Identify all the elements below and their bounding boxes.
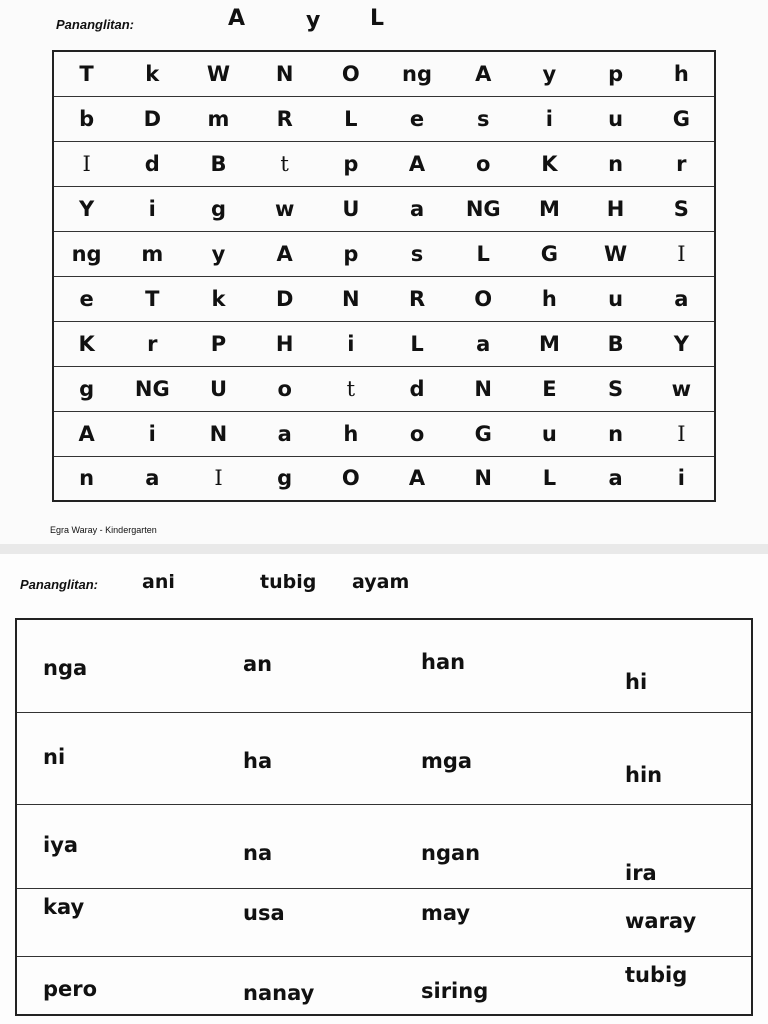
grid-letter: N — [275, 61, 294, 86]
word-item: ira — [625, 861, 657, 885]
grid-letter: E — [516, 366, 582, 411]
grid-letter: B — [583, 321, 649, 366]
grid-letter: o — [384, 411, 450, 456]
word-item: ha — [243, 749, 273, 773]
grid-row — [53, 411, 715, 456]
word-item: na — [243, 841, 273, 865]
grid-letter: b — [53, 96, 119, 141]
grid-letter: I — [649, 231, 715, 276]
grid-letter: W — [583, 231, 649, 276]
grid-letter: S — [583, 366, 649, 411]
grid-letter: N — [450, 456, 516, 501]
grid-letter: M — [516, 321, 582, 366]
grid-letter: G — [450, 411, 516, 456]
grid-letter: a — [384, 186, 450, 231]
grid-letter: T — [119, 276, 185, 321]
grid-letter: o — [252, 366, 318, 411]
grid-letter: O — [318, 456, 384, 501]
word-item: may — [421, 901, 471, 925]
grid-letter: g — [53, 366, 119, 411]
grid-row — [53, 321, 715, 366]
grid-letter: m — [185, 96, 251, 141]
word-item: iya — [43, 833, 79, 857]
page-gap — [0, 544, 768, 554]
word-item: hin — [625, 763, 663, 787]
grid-letter: d — [119, 141, 185, 186]
grid-letter: O — [341, 61, 360, 86]
grid-letter: T — [79, 61, 94, 86]
grid-letter: B — [185, 141, 251, 186]
grid-letter: N — [450, 366, 516, 411]
word-item: an — [243, 652, 273, 676]
grid-letter: u — [583, 276, 649, 321]
grid-letter: n — [583, 411, 649, 456]
grid-letter: a — [649, 276, 715, 321]
grid-letter: NG — [119, 366, 185, 411]
grid-letter: H — [583, 186, 649, 231]
word-item: nga — [43, 656, 88, 680]
grid-letter: K — [516, 141, 582, 186]
grid-row — [53, 96, 715, 141]
grid-letter: a — [450, 321, 516, 366]
example-word: ani — [142, 571, 175, 593]
grid-letter: i — [516, 96, 582, 141]
grid-letter: d — [384, 366, 450, 411]
word-item: pero — [43, 977, 98, 1001]
grid-letter: Y — [649, 321, 715, 366]
letter-example-label: Pananglitan: — [56, 17, 135, 32]
grid-letter: h — [516, 276, 582, 321]
grid-letter: t — [318, 366, 384, 411]
grid-letter: p — [608, 61, 624, 86]
grid-letter: D — [252, 276, 318, 321]
grid-letter: g — [252, 456, 318, 501]
grid-letter: h — [673, 61, 689, 86]
grid-letter: o — [450, 141, 516, 186]
word-item: han — [421, 650, 466, 674]
grid-letter: i — [119, 186, 185, 231]
grid-letter: A — [475, 61, 492, 86]
worksheet-footer: Egra Waray - Kindergarten — [50, 525, 157, 535]
grid-letter: k — [145, 61, 160, 86]
grid-letter: r — [649, 141, 715, 186]
word-item: kay — [43, 895, 85, 919]
grid-letter: e — [53, 276, 119, 321]
grid-letter: i — [649, 456, 715, 501]
word-item: nanay — [243, 981, 315, 1005]
grid-row — [53, 141, 715, 186]
grid-letter: y — [542, 61, 557, 86]
grid-letter: O — [450, 276, 516, 321]
grid-letter: G — [516, 231, 582, 276]
word-row — [17, 620, 751, 712]
grid-letter: t — [252, 141, 318, 186]
grid-letter: i — [119, 411, 185, 456]
word-item: waray — [625, 909, 697, 933]
grid-letter: n — [53, 456, 119, 501]
grid-letter: k — [185, 276, 251, 321]
grid-letter: n — [583, 141, 649, 186]
grid-letter: L — [318, 96, 384, 141]
grid-letter: w — [649, 366, 715, 411]
grid-row — [53, 276, 715, 321]
grid-letter: Y — [53, 186, 119, 231]
grid-letter: D — [119, 96, 185, 141]
word-item: siring — [421, 979, 489, 1003]
word-item: ni — [43, 745, 66, 769]
grid-letter: a — [119, 456, 185, 501]
grid-letter: m — [119, 231, 185, 276]
word-example-label: Pananglitan: — [20, 577, 99, 592]
grid-letter: A — [53, 411, 119, 456]
grid-letter: A — [252, 231, 318, 276]
grid-letter: I — [53, 141, 119, 186]
grid-letter: K — [53, 321, 119, 366]
grid-letter: L — [450, 231, 516, 276]
grid-letter: w — [252, 186, 318, 231]
grid-letter: G — [649, 96, 715, 141]
grid-row — [53, 51, 715, 96]
grid-letter: s — [450, 96, 516, 141]
grid-letter: P — [185, 321, 251, 366]
grid-letter: H — [252, 321, 318, 366]
grid-row — [53, 456, 715, 501]
grid-letter: M — [516, 186, 582, 231]
word-table — [15, 618, 753, 1016]
grid-letter: ng — [53, 231, 119, 276]
grid-letter: NG — [450, 186, 516, 231]
grid-letter: N — [318, 276, 384, 321]
example-letter: y — [306, 8, 321, 33]
grid-letter: i — [318, 321, 384, 366]
grid-letter: A — [384, 456, 450, 501]
grid-letter: W — [206, 61, 231, 86]
example-letter: L — [370, 6, 385, 31]
example-word: tubig — [260, 571, 317, 593]
grid-row — [53, 366, 715, 411]
grid-row — [53, 231, 715, 276]
grid-letter: N — [185, 411, 251, 456]
grid-letter: h — [318, 411, 384, 456]
grid-letter: L — [516, 456, 582, 501]
grid-letter: ng — [402, 61, 433, 86]
grid-letter: I — [185, 456, 251, 501]
grid-letter: I — [649, 411, 715, 456]
grid-letter: R — [384, 276, 450, 321]
grid-letter: r — [119, 321, 185, 366]
grid-letter: L — [384, 321, 450, 366]
grid-letter: u — [583, 96, 649, 141]
grid-letter: y — [185, 231, 251, 276]
word-item: hi — [625, 670, 648, 694]
grid-letter: p — [318, 231, 384, 276]
word-item: usa — [243, 901, 285, 925]
grid-row — [53, 186, 715, 231]
grid-letter: R — [252, 96, 318, 141]
grid-letter: s — [384, 231, 450, 276]
example-letter: A — [228, 6, 246, 31]
word-row — [17, 956, 751, 1014]
grid-letter: u — [516, 411, 582, 456]
letter-grid — [52, 50, 716, 502]
word-row — [17, 712, 751, 804]
word-item: tubig — [625, 963, 688, 987]
example-word: ayam — [352, 571, 410, 593]
word-row — [17, 804, 751, 888]
grid-letter: g — [185, 186, 251, 231]
grid-letter: p — [318, 141, 384, 186]
grid-letter: A — [384, 141, 450, 186]
word-row — [17, 888, 751, 956]
grid-letter: a — [583, 456, 649, 501]
grid-letter: U — [185, 366, 251, 411]
word-item: mga — [421, 749, 473, 773]
grid-letter: U — [318, 186, 384, 231]
word-item: ngan — [421, 841, 481, 865]
grid-letter: e — [384, 96, 450, 141]
grid-letter: S — [649, 186, 715, 231]
grid-letter: a — [252, 411, 318, 456]
